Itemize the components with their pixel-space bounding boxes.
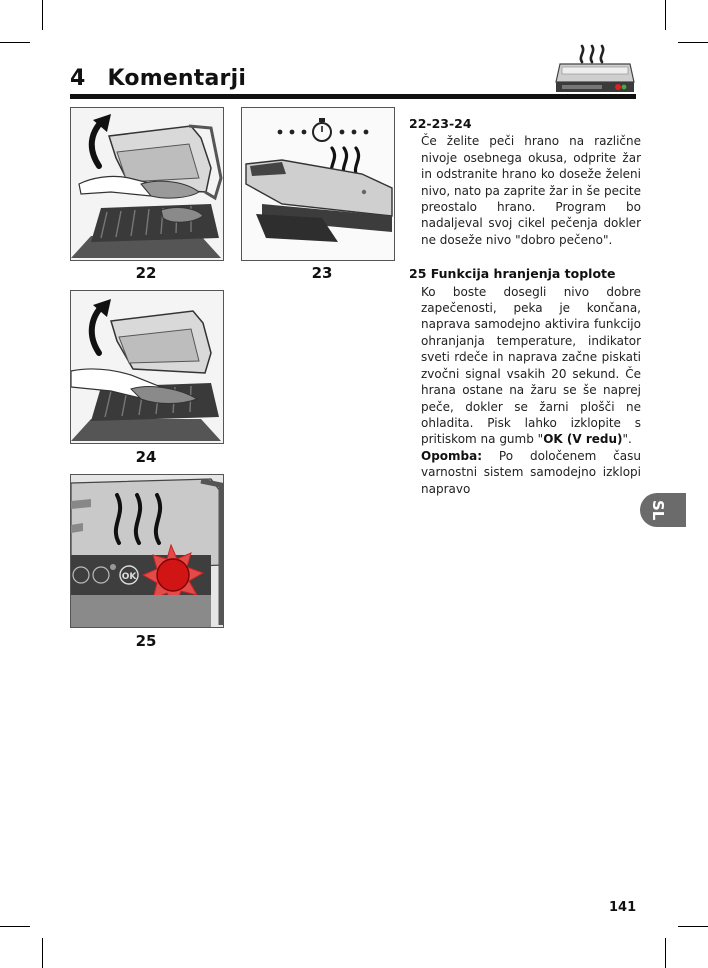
grill-open-serving-illustration: [71, 291, 223, 443]
figure-25-label: 25: [135, 632, 157, 650]
grill-open-illustration: [71, 108, 223, 260]
crop-mark: [42, 0, 43, 30]
figure-22-label: 22: [135, 264, 157, 282]
figure-23-label: 23: [311, 264, 333, 282]
control-panel-keep-warm-illustration: [71, 475, 223, 627]
keep-warm-text-end: ".: [622, 432, 632, 447]
note-text: Po določenem času varnostni sistem samodejno izklopi napravo: [421, 448, 641, 496]
section-body-keep-warm: [409, 284, 641, 497]
keep-warm-text: Ko boste dosegli nivo dobre zapečenosti, peka je končana, naprava samodejno aktivira funkcijo ohranjanja temperature, indikator sveti rdeče in naprava začne piskati zvočni signal vsakih 20 sekund. Če hrana ostane na žaru se še naprej peče, dokler se žarni plošči ne ohladita. Pisk lahko izklopite s pritiskom na gumb ": [421, 284, 641, 447]
crop-mark: [678, 926, 708, 927]
crop-mark: [42, 938, 43, 968]
crop-mark: [665, 938, 666, 968]
section-heading-keep-warm: 25 Funkcija hranjenja toplote: [409, 266, 616, 282]
crop-mark: [0, 926, 30, 927]
language-tab: [640, 493, 686, 527]
ok-button-reference: OK (V redu): [543, 432, 623, 447]
section-body-22-23-24: Če želite peči hrano na različne nivoje osebnega okusa, odprite žar in odstranite hrano ko doseže želeni nivo, nato pa zaprite žar in še pecite preostalo hrano. Program bo nadaljeval svoj cikel pečenja dokler ne doseže nivo "dobro pečeno".: [421, 134, 641, 247]
text-column: [409, 116, 641, 497]
figure-24-label: 24: [135, 448, 157, 466]
figure-25-image: [70, 474, 224, 628]
figure-22-image: [70, 107, 224, 261]
figure-24-image: [70, 290, 224, 444]
section-heading-22-23-24: 22-23-24: [409, 116, 472, 131]
section-number: 4: [70, 66, 86, 91]
note-label: Opomba:: [421, 448, 483, 463]
section-title: Komentarji: [107, 66, 247, 91]
language-tab-label: SL: [649, 500, 667, 521]
crop-mark: [0, 42, 30, 43]
grill-header-icon: [552, 40, 638, 100]
figure-23-image: [241, 107, 395, 261]
fig25-ok-button-text: OK: [121, 572, 137, 582]
crop-mark: [665, 0, 666, 30]
page-number: 141: [609, 900, 637, 915]
crop-mark: [678, 42, 708, 43]
page-title: [70, 66, 246, 91]
grill-closed-timer-illustration: [242, 108, 394, 260]
